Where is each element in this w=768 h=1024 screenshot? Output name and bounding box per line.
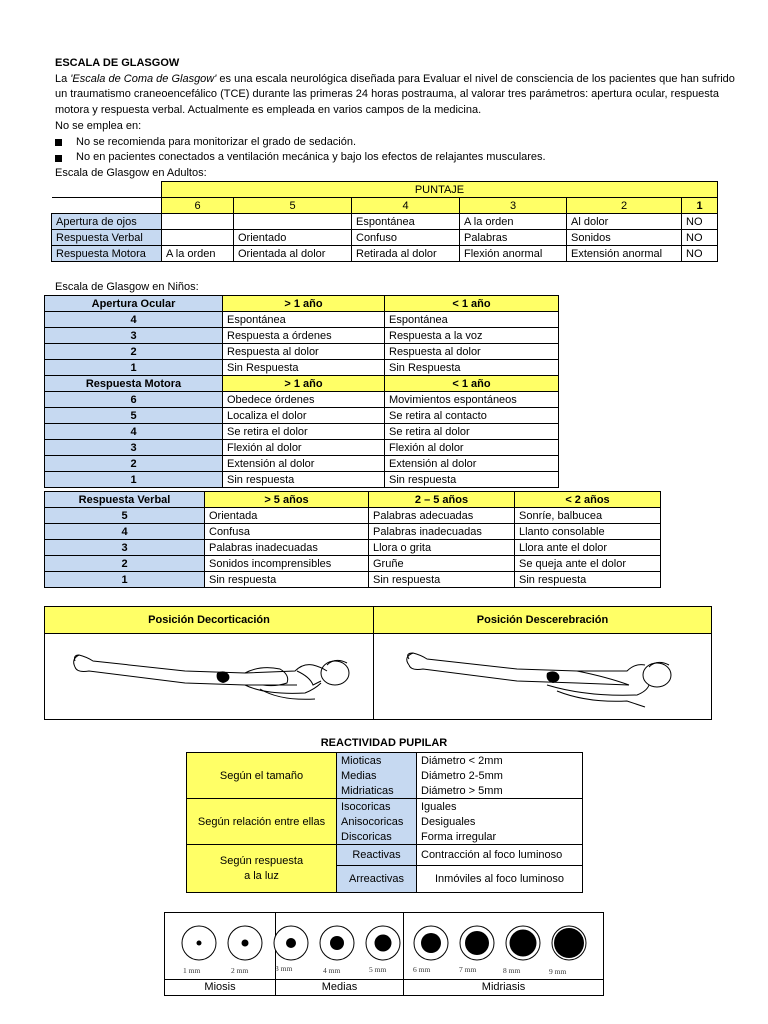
table-cell: Sonidos — [567, 230, 682, 246]
score-cell: 1 — [45, 472, 223, 488]
pupil-sizes-box — [164, 912, 604, 996]
pupil-1mm — [197, 941, 202, 946]
score-cell: 2 — [45, 556, 205, 572]
table-cell: Diámetro 2-5mm — [417, 768, 583, 783]
intro-prefix: La — [55, 72, 71, 85]
empty-cell — [52, 198, 162, 214]
pupil-4mm — [330, 936, 344, 950]
col-header: > 5 años — [205, 492, 369, 508]
adultos-label: Escala de Glasgow en Adultos: — [55, 166, 207, 179]
table-cell: Extensión al dolor — [385, 456, 559, 472]
table-cell: Se retira al dolor — [385, 424, 559, 440]
verbal-header: Respuesta Verbal — [45, 492, 205, 508]
score-cell: 4 — [45, 424, 223, 440]
score-cell: 3 — [45, 440, 223, 456]
table-row — [187, 799, 583, 815]
miosis-label: Miosis — [204, 981, 236, 993]
table-cell: Forma irregular — [417, 829, 583, 845]
table-row — [187, 753, 583, 769]
table-cell: Se queja ante el dolor — [515, 556, 661, 572]
intro-italic: 'Escala de Coma de Glasgow' — [70, 72, 217, 85]
score-cell: 6 — [45, 392, 223, 408]
table-cell: Arreactivas — [337, 866, 417, 893]
table-cell: Gruñe — [369, 556, 515, 572]
col-header: < 1 año — [385, 376, 559, 392]
table-cell: Respuesta al dolor — [223, 344, 385, 360]
table-cell: Sin respuesta — [369, 572, 515, 588]
size-label: 8 mm — [503, 966, 521, 975]
table-cell: Flexión anormal — [460, 246, 567, 262]
table-cell: Confuso — [352, 230, 460, 246]
score-cell: 2 — [45, 456, 223, 472]
table-row — [45, 456, 559, 472]
table-row — [52, 230, 718, 246]
score-cell: 5 — [45, 508, 205, 524]
table-cell: Contracción al foco luminoso — [417, 845, 583, 866]
col-header: > 1 año — [223, 296, 385, 312]
bullet-text: No se recomienda para monitorizar el grado de sedación. — [76, 135, 357, 148]
table-cell: Palabras adecuadas — [369, 508, 515, 524]
size-label: 3 mm — [275, 964, 293, 973]
score-cell: 4 — [45, 524, 205, 540]
intro-text: es una escala neurológica diseñada para Evaluar el nivel de consciencia de los pacientes que han sufrido un traumatismo craneoencefálico (TCE) durante las primeras 24 horas postrauma, al valorar tres parámetros: apertura ocular, respuesta motora y respuesta verbal. Actualmente es empleada en varios campos de la medicina. — [55, 72, 735, 117]
table-cell: Localiza el dolor — [223, 408, 385, 424]
table-cell: NO — [682, 214, 718, 230]
table-cell: Palabras — [460, 230, 567, 246]
table-cell: Extensión al dolor — [223, 456, 385, 472]
table-cell: Sin Respuesta — [385, 360, 559, 376]
table-cell: Respuesta a órdenes — [223, 328, 385, 344]
tamano-label: Según el tamaño — [187, 753, 337, 799]
table-cell: Llora ante el dolor — [515, 540, 661, 556]
posiciones-box — [44, 606, 712, 720]
midriasis-label: Midriasis — [481, 981, 526, 993]
ninos-verbal-table — [44, 491, 661, 588]
row-label: Respuesta Verbal — [52, 230, 162, 246]
divider — [373, 607, 374, 719]
pupil-8mm — [510, 930, 537, 957]
table-row — [45, 540, 661, 556]
descerebracion-header: Posición Descerebración — [374, 607, 711, 634]
table-cell — [162, 214, 234, 230]
table-cell: Orientada — [205, 508, 369, 524]
bullet-square-icon — [55, 139, 62, 146]
table-cell: Desiguales — [417, 814, 583, 829]
table-cell: Palabras inadecuadas — [369, 524, 515, 540]
score-cell: 3 — [45, 328, 223, 344]
reactividad-table — [186, 752, 583, 893]
table-cell: NO — [682, 246, 718, 262]
score-header: 2 — [567, 198, 682, 214]
size-label: 2 mm — [231, 966, 249, 975]
size-label: 7 mm — [459, 965, 477, 974]
table-cell: Orientada al dolor — [234, 246, 352, 262]
score-header: 6 — [162, 198, 234, 214]
table-cell: Palabras inadecuadas — [205, 540, 369, 556]
score-cell: 3 — [45, 540, 205, 556]
table-cell: Espontánea — [352, 214, 460, 230]
table-cell: Isocoricas — [337, 799, 417, 815]
size-label: 5 mm — [369, 965, 387, 974]
col-header: > 1 año — [223, 376, 385, 392]
no-se-emplea-label: No se emplea en: — [55, 119, 142, 132]
table-cell: NO — [682, 230, 718, 246]
table-cell: Diámetro < 2mm — [417, 753, 583, 769]
table-row — [45, 472, 559, 488]
table-row — [45, 524, 661, 540]
table-row — [45, 572, 661, 588]
score-header: 3 — [460, 198, 567, 214]
table-cell: Midriaticas — [337, 783, 417, 799]
empty-cell — [52, 182, 162, 198]
table-cell — [162, 230, 234, 246]
pupil-3mm — [286, 938, 296, 948]
table-cell: Mioticas — [337, 753, 417, 769]
table-cell: Obedece órdenes — [223, 392, 385, 408]
score-header: 5 — [234, 198, 352, 214]
table-cell: Reactivas — [337, 845, 417, 866]
table-cell: Llanto consolable — [515, 524, 661, 540]
score-cell: 2 — [45, 344, 223, 360]
adultos-table — [51, 181, 718, 262]
score-cell: 1 — [45, 572, 205, 588]
table-cell: Retirada al dolor — [352, 246, 460, 262]
table-cell: Respuesta a la voz — [385, 328, 559, 344]
luz-label-line2: a la luz — [244, 869, 279, 882]
relacion-label: Según relación entre ellas — [187, 799, 337, 845]
table-row — [45, 440, 559, 456]
col-header: < 2 años — [515, 492, 661, 508]
table-row — [52, 246, 718, 262]
table-cell: Al dolor — [567, 214, 682, 230]
table-cell: Sonidos incomprensibles — [205, 556, 369, 572]
table-cell: Espontánea — [385, 312, 559, 328]
table-cell: Inmóviles al foco luminoso — [417, 866, 583, 893]
table-row — [45, 424, 559, 440]
table-cell: Confusa — [205, 524, 369, 540]
col-header: < 1 año — [385, 296, 559, 312]
pupil-7mm — [465, 931, 489, 955]
ocular-header: Apertura Ocular — [45, 296, 223, 312]
table-cell: Sin Respuesta — [223, 360, 385, 376]
pupils-diagram — [165, 917, 603, 979]
table-cell: Se retira el dolor — [223, 424, 385, 440]
table-cell: Diámetro > 5mm — [417, 783, 583, 799]
luz-label — [187, 845, 337, 893]
row-label: Apertura de ojos — [52, 214, 162, 230]
reactividad-title: REACTIVIDAD PUPILAR — [320, 737, 448, 749]
page-title: ESCALA DE GLASGOW — [55, 57, 180, 69]
pupil-2mm — [242, 940, 249, 947]
table-cell: Sin respuesta — [223, 472, 385, 488]
medias-label: Medias — [321, 981, 358, 993]
table-cell: A la orden — [460, 214, 567, 230]
table-cell: Discoricas — [337, 829, 417, 845]
puntaje-header: PUNTAJE — [162, 182, 718, 198]
size-label: 9 mm — [549, 967, 567, 976]
pupil-6mm — [421, 933, 441, 953]
table-cell: Medias — [337, 768, 417, 783]
bullet-square-icon — [55, 155, 62, 162]
score-cell: 5 — [45, 408, 223, 424]
table-row — [45, 360, 559, 376]
score-cell: 4 — [45, 312, 223, 328]
table-row — [45, 312, 559, 328]
table-cell: Flexión al dolor — [385, 440, 559, 456]
score-header: 4 — [352, 198, 460, 214]
decorticacion-header: Posición Decorticación — [45, 607, 374, 634]
table-cell: Iguales — [417, 799, 583, 815]
table-row — [45, 392, 559, 408]
table-row — [45, 556, 661, 572]
table-row — [45, 408, 559, 424]
table-cell: Sonríe, balbucea — [515, 508, 661, 524]
table-cell: Respuesta al dolor — [385, 344, 559, 360]
score-cell: 1 — [45, 360, 223, 376]
size-label: 1 mm — [183, 966, 201, 975]
table-cell: Llora o grita — [369, 540, 515, 556]
ninos-label: Escala de Glasgow en Niños: — [55, 281, 199, 293]
table-row — [187, 845, 583, 866]
pupil-9mm — [554, 928, 584, 958]
table-cell: Orientado — [234, 230, 352, 246]
table-cell: Sin respuesta — [515, 572, 661, 588]
table-cell: Sin respuesta — [385, 472, 559, 488]
table-row — [52, 214, 718, 230]
col-header: 2 – 5 años — [369, 492, 515, 508]
decerebrate-figure-icon — [397, 641, 697, 711]
table-cell: Flexión al dolor — [223, 440, 385, 456]
decorticate-figure-icon — [65, 641, 365, 711]
table-row — [45, 344, 559, 360]
motora-header: Respuesta Motora — [45, 376, 223, 392]
score-header: 1 — [682, 198, 718, 214]
table-cell: A la orden — [162, 246, 234, 262]
table-cell: Movimientos espontáneos — [385, 392, 559, 408]
table-row — [45, 328, 559, 344]
bullet-item — [55, 150, 735, 166]
table-cell — [234, 214, 352, 230]
table-cell: Anisocoricas — [337, 814, 417, 829]
intro-section — [55, 56, 735, 182]
intro-paragraph — [55, 72, 735, 119]
table-cell: Espontánea — [223, 312, 385, 328]
luz-label-line1: Según respuesta — [219, 854, 304, 867]
bullet-item — [55, 135, 735, 151]
table-cell: Extensión anormal — [567, 246, 682, 262]
table-row — [45, 508, 661, 524]
size-label: 6 mm — [413, 965, 431, 974]
pupil-5mm — [375, 935, 392, 952]
row-label: Respuesta Motora — [52, 246, 162, 262]
ninos-ocular-motora-table — [44, 295, 559, 488]
size-label: 4 mm — [323, 966, 341, 975]
bullet-text: No en pacientes conectados a ventilación mecánica y bajo los efectos de relajantes musculares. — [76, 151, 546, 164]
table-cell: Se retira al contacto — [385, 408, 559, 424]
table-cell: Sin respuesta — [205, 572, 369, 588]
